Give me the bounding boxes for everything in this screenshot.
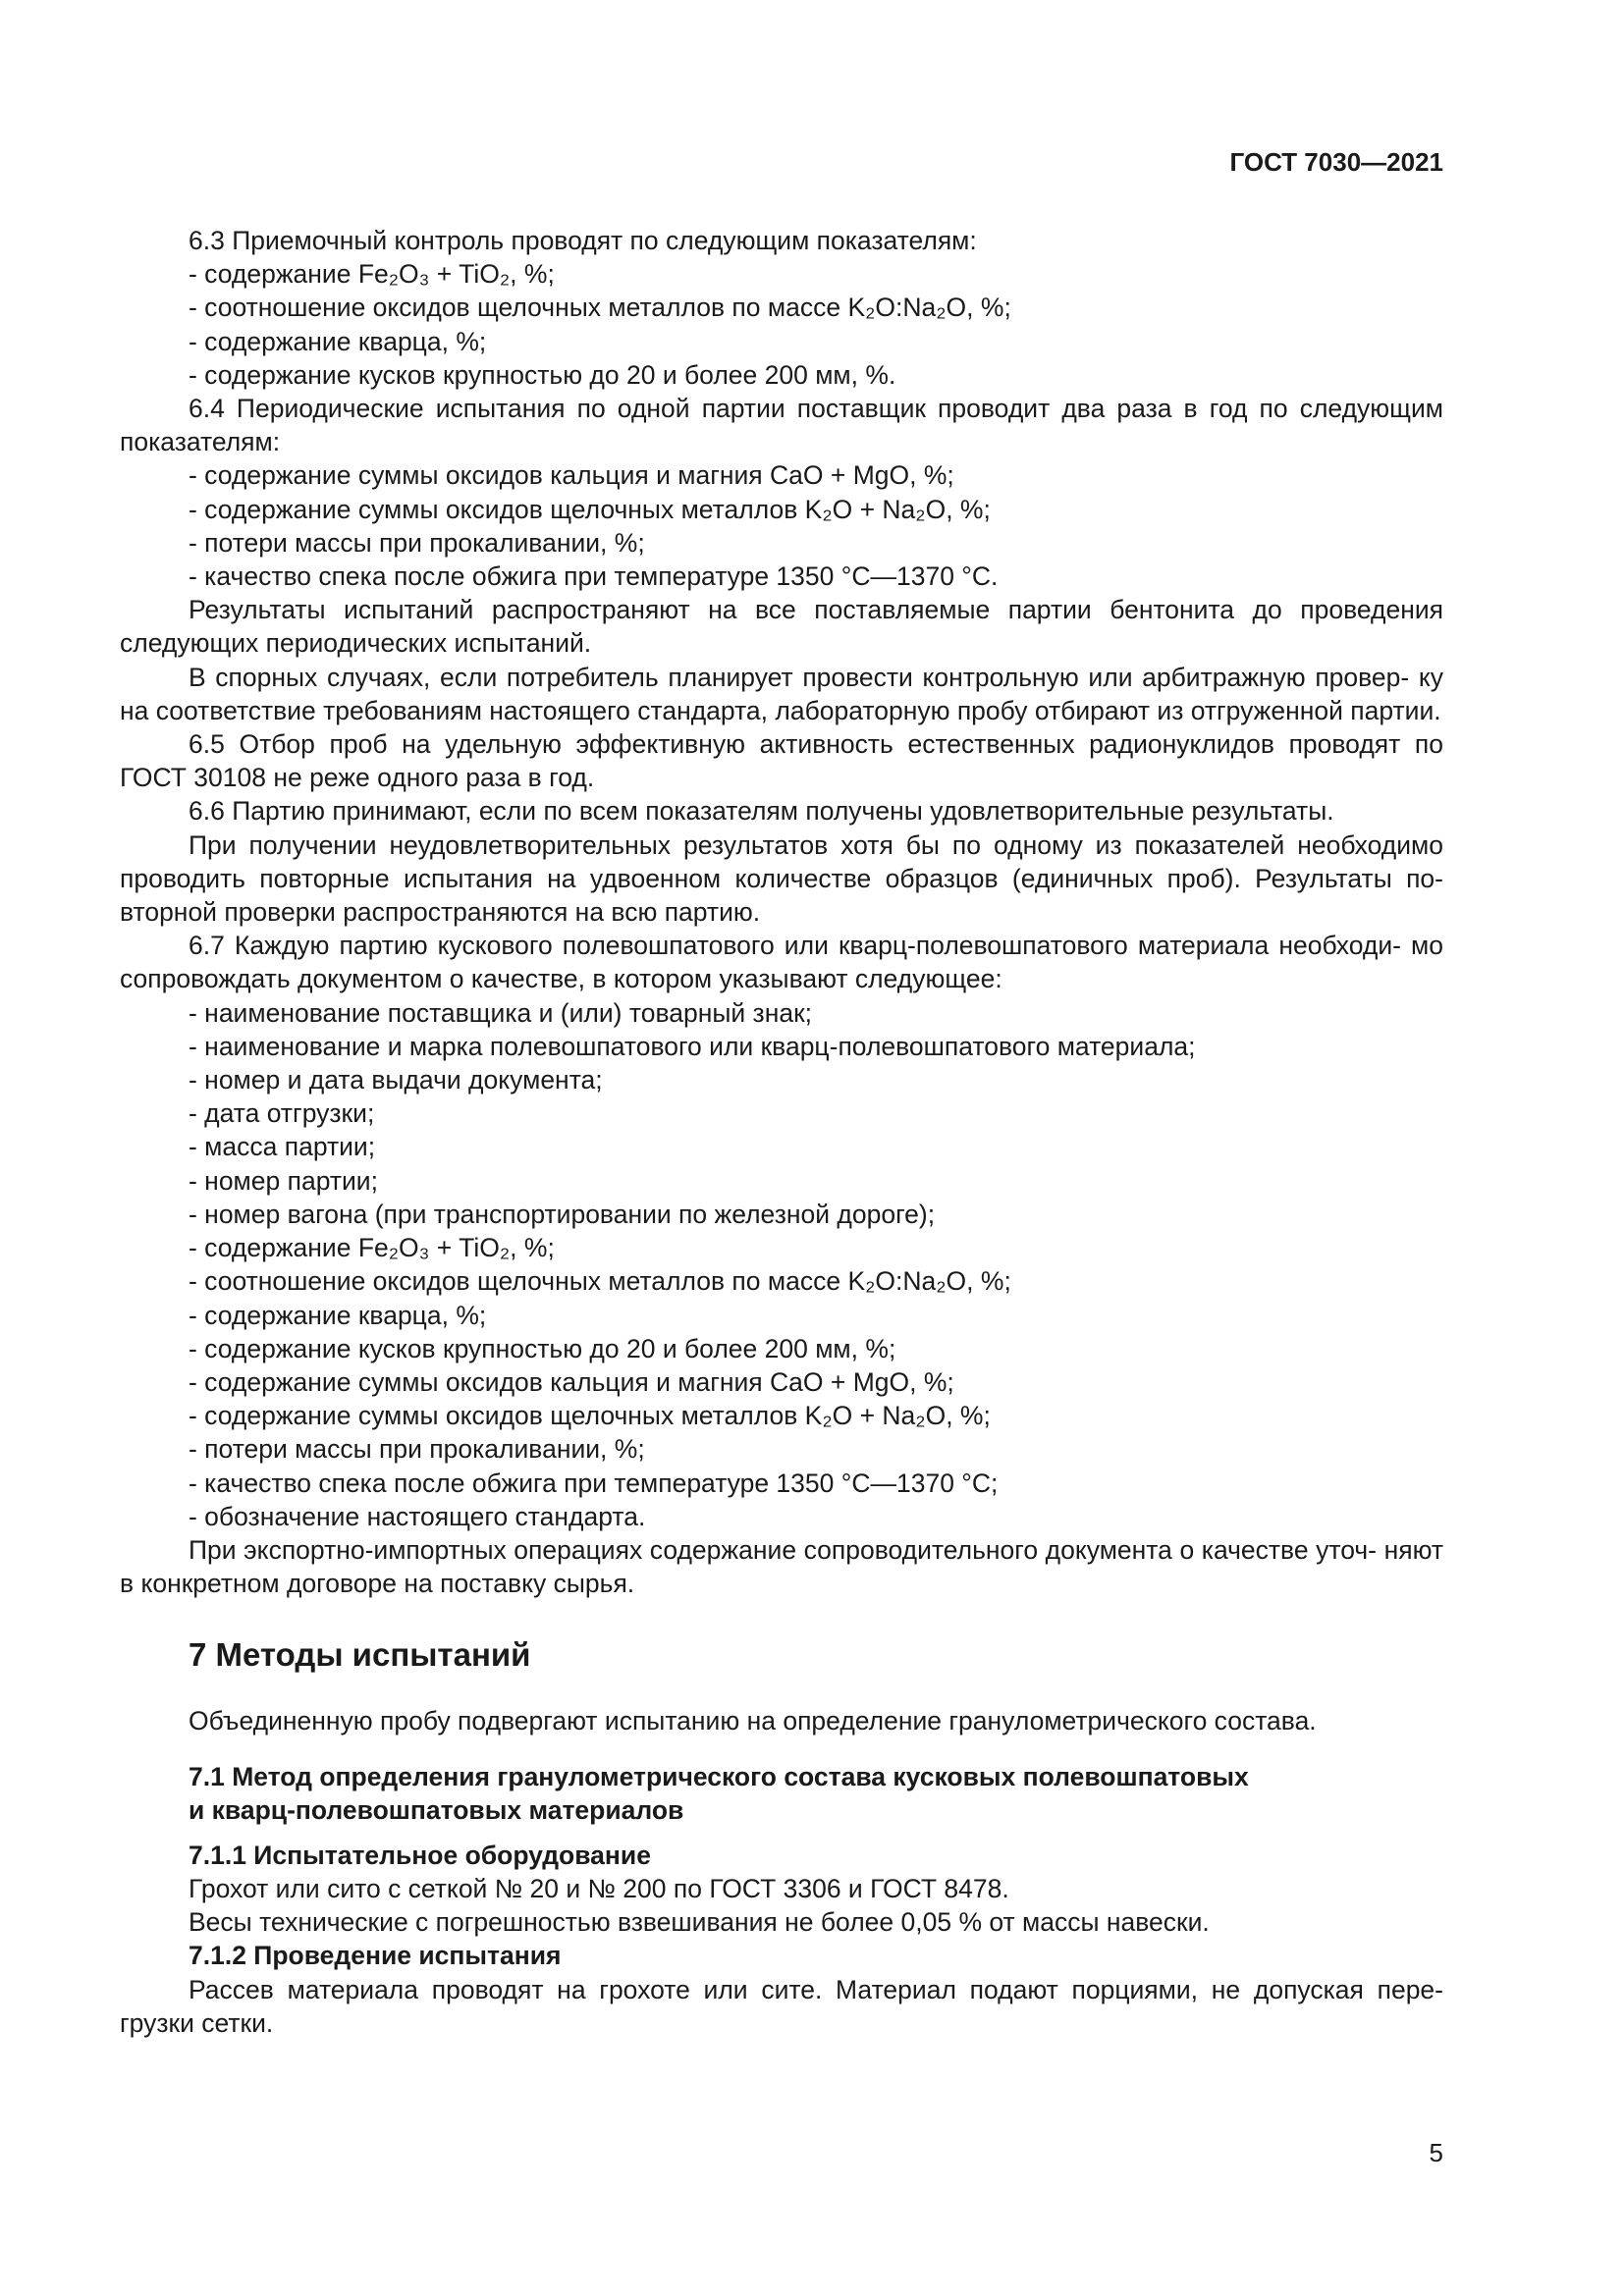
paragraph: При экспортно-импортных операциях содержание сопроводительного документа о качестве уточ- няют в конкретном договоре на поставку сырья. — [120, 1534, 1443, 1599]
list-item: - масса партии; — [189, 1132, 376, 1162]
standard-designation: ГОСТ 7030—2021 — [1229, 147, 1443, 177]
list-item: - содержание суммы оксидов кальция и магния CaO + MgO, %; — [189, 460, 954, 491]
document-body — [120, 224, 1443, 2040]
paragraph: 6.4 Периодические испытания по одной партии поставщик проводит два раза в год по следующим показателям: — [120, 394, 1443, 457]
paragraph: Объединенную пробу подвергают испытанию на определение гранулометрического состава. — [189, 1706, 1317, 1736]
section-heading: 7 Методы испытаний — [189, 1636, 531, 1674]
paragraph: Рассев материала проводят на грохоте или сите. Материал подают порциями, не допуская пере- грузки сетки. — [120, 1974, 1443, 2038]
paragraph: Весы технические с погрешностью взвешивания не более 0,05 % от массы навески. — [189, 1907, 1210, 1938]
list-item: - номер партии; — [189, 1165, 378, 1196]
paragraph: При получении неудовлетворительных результатов хотя бы по одному из показателей необходимо проводить повторные испытания на удвоенном количестве образцов (единичных проб). Результаты по- вторной проверки распространяются на всю партию. — [120, 829, 1443, 928]
paragraph: 6.7 Каждую партию кускового полевошпатового или кварц-полевошпатового материала необходи- мо сопровождать документом о качестве, в котором указывают следующее: — [120, 931, 1443, 994]
paragraph: Результаты испытаний распространяют на все поставляемые партии бентонита до проведения следующих периодических испытаний. — [120, 595, 1443, 659]
list-item: - содержание Fe₂O₃ + TiO₂, %; — [189, 1233, 555, 1263]
list-item: - обозначение настоящего стандарта. — [189, 1501, 646, 1531]
list-item: - соотношение оксидов щелочных металлов по массе K₂O:Na₂O, %; — [189, 293, 1011, 323]
subsection-heading-continued: и кварц-полевошпатовых материалов — [189, 1794, 684, 1825]
paragraph: 6.6 Партию принимают, если по всем показателям получены удовлетворительные результаты. — [189, 796, 1334, 827]
paragraph: 6.5 Отбор проб на удельную эффективную активность естественных радионуклидов проводят по ГОСТ 30108 не реже одного раза в год. — [120, 729, 1443, 793]
list-item: - качество спека после обжига при температуре 1350 °С—1370 °С; — [189, 1468, 999, 1498]
list-item: - дата отгрузки; — [189, 1098, 375, 1129]
subsubsection-heading: 7.1.1 Испытательное оборудование — [189, 1840, 651, 1870]
list-item: - содержание суммы оксидов кальция и магния CaO + MgO, %; — [189, 1366, 954, 1397]
list-item: - содержание суммы оксидов щелочных металлов K₂O + Na₂O, %; — [189, 494, 991, 524]
list-item: - содержание Fe₂O₃ + TiO₂, %; — [189, 259, 555, 290]
list-item: - содержание кварца, %; — [189, 1300, 487, 1330]
list-item: - содержание кусков крупностью до 20 и более 200 мм, %. — [189, 359, 896, 390]
list-item: - содержание кусков крупностью до 20 и более 200 мм, %; — [189, 1333, 896, 1363]
list-item: - качество спека после обжига при температуре 1350 °С—1370 °С. — [189, 561, 999, 592]
subsubsection-heading: 7.1.2 Проведение испытания — [189, 1941, 562, 1971]
list-item: - номер и дата выдачи документа; — [189, 1065, 603, 1095]
list-item: - номер вагона (при транспортировании по железной дороге); — [189, 1199, 936, 1229]
list-item: - наименование и марка полевошпатового или кварц-полевошпатового материала; — [189, 1031, 1196, 1061]
list-item: - потери массы при прокаливании, %; — [189, 1434, 645, 1465]
paragraph: 6.3 Приемочный контроль проводят по следующим показателям: — [189, 226, 977, 255]
list-item: - содержание суммы оксидов щелочных металлов K₂O + Na₂O, %; — [189, 1401, 991, 1431]
subsection-heading: 7.1 Метод определения гранулометрического состава кусковых полевошпатовых — [189, 1761, 1249, 1791]
list-item: - наименование поставщика и (или) товарный знак; — [189, 997, 813, 1028]
list-item: - потери массы при прокаливании, %; — [189, 527, 645, 558]
paragraph: В спорных случаях, если потребитель планирует провести контрольную или арбитражную провер- ку на соответствие требованиям настоящего стандарта, лабораторную пробу отбирают из отгруженной партии. — [120, 662, 1443, 725]
page-number: 5 — [1429, 2138, 1443, 2167]
list-item: - содержание кварца, %; — [189, 326, 487, 356]
list-item: - соотношение оксидов щелочных металлов по массе K₂O:Na₂O, %; — [189, 1266, 1011, 1297]
paragraph: Грохот или сито с сеткой № 20 и № 200 по ГОСТ 3306 и ГОСТ 8478. — [189, 1873, 1009, 1903]
